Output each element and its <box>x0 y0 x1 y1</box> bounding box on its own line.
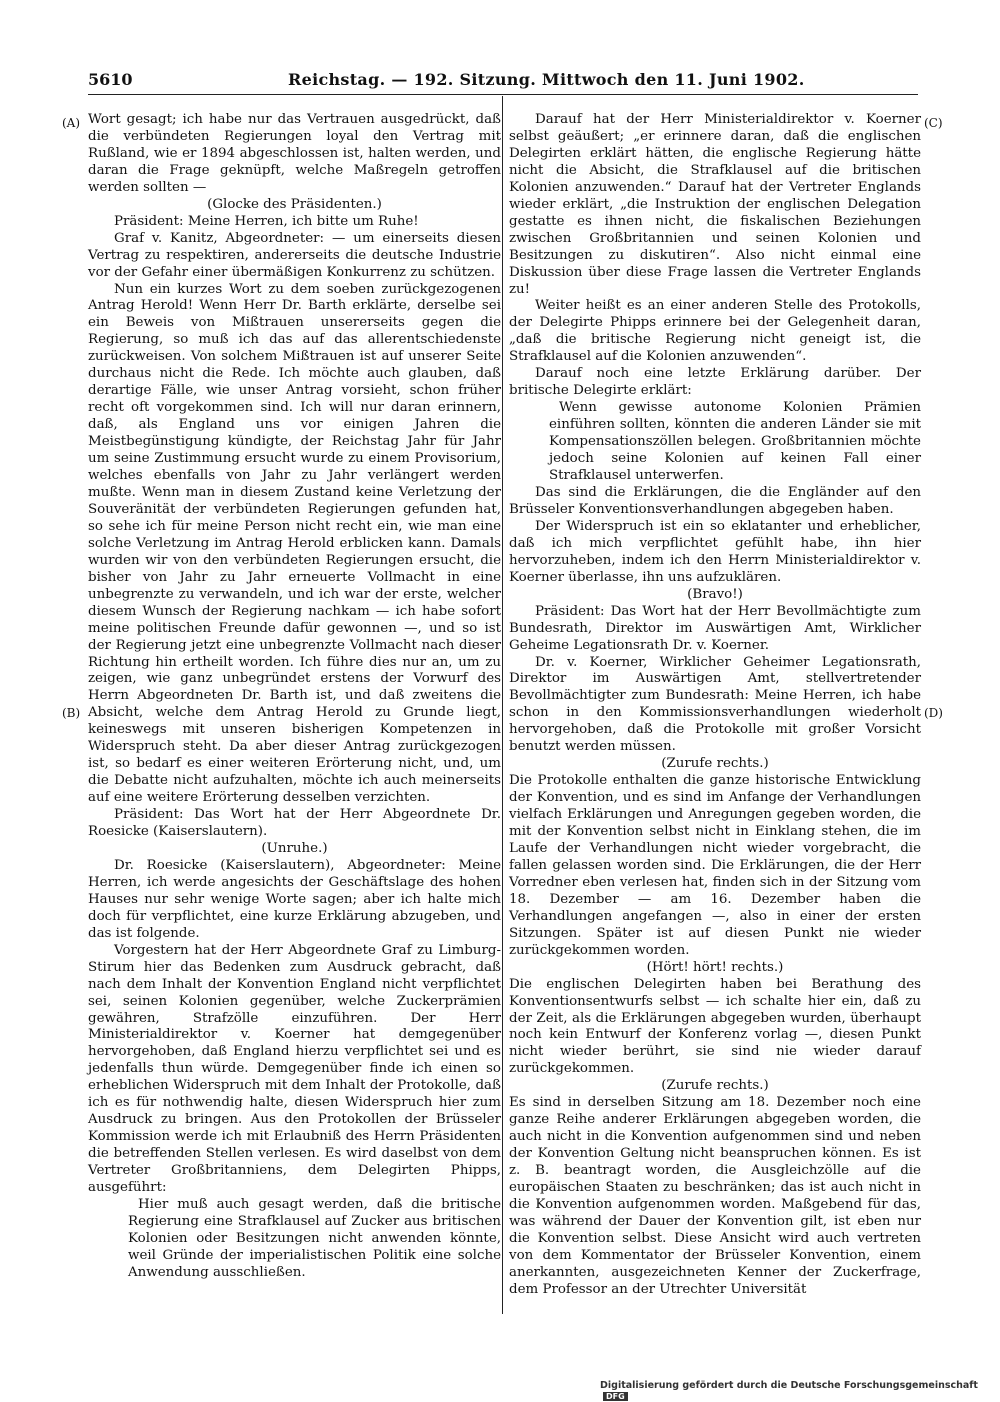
paragraph: Darauf hat der Herr Ministerialdirektor v. Koerner selbst geäußert; „er erinnere daran, daß die englischen Delegirten erklärt hätten, die englische Regierung hätte nicht die Absicht, die Strafklausel auf die britischen Kolonien anzuwenden.“ Darauf hat der Vertreter Englands wieder erklärt, „die Instruktion der englischen Delegation gestatte es ihnen nicht, die fiskalischen Beziehungen zwischen Großbritannien und seinen Kolonien und Besitzungen zu diskutiren“. Also nicht einmal eine Diskussion über diese Frage lassen die Vertreter Englands zu! <box>509 112 921 297</box>
dfg-logo: DFG <box>603 1392 628 1401</box>
paragraph: Dr. Roesicke (Kaiserslautern), Abgeordneter: Meine Herren, ich werde angesichts der Geschäftslage des hohen Hauses nur sehr wenige Worte sagen; aber ich halte mich doch für verpflichtet, eine kurze Erklärung abzugeben, und das ist folgende. <box>88 857 501 941</box>
paragraph: Der Widerspruch ist ein so eklatanter und erheblicher, daß ich mich verpflichtet gefühlt habe, ihn hier hervorzuheben, indem ich den Herrn Ministerialdirektor v. Koerner überlasse, ihn uns aufzuklären. <box>509 518 921 585</box>
margin-mark-d: (D) <box>924 706 943 720</box>
interjection: (Glocke des Präsidenten.) <box>207 196 382 212</box>
quotation: Wenn gewisse autonome Kolonien Prämien einführen sollten, könnten die anderen Länder sie mit Kompensationszöllen belegen. Großbritannien möchte jedoch seine Kolonien auf keinen Fall einer Strafklausel unterwerfen. <box>549 400 921 484</box>
margin-mark-b: (B) <box>62 706 81 720</box>
digitization-credit <box>600 1380 1000 1402</box>
paragraph: Dr. v. Koerner, Wirklicher Geheimer Legationsrath, Direktor im Auswärtigen Amt, stellvertretender Bevollmächtigter zum Bundesrath: Meine Herren, ich habe schon in den Kommissionsverhandlungen wiederholt hervorgehoben, daß die Protokolle mit großer Vorsicht benutzt werden müssen. <box>509 654 921 755</box>
header-rule <box>88 94 918 95</box>
page-number: 5610 <box>88 70 133 89</box>
quotation: Hier muß auch gesagt werden, daß die britische Regierung eine Strafklausel auf Zucker aus britischen Kolonien oder Besitzungen nicht anwenden könnte, weil Gründe der imperialistischen Politik eine solche Anwendung ausschließen. <box>128 1197 501 1280</box>
paragraph: Vorgestern hat der Herr Abgeordnete Graf zu Limburg-Stirum hier das Bedenken zum Ausdruck gebracht, daß nach dem Inhalt der Konvention England nicht verpflichtet sei, seinen Kolonien gegenüber, welche Zuckerprämien gewähren, Strafzölle einzuführen. Der Herr Ministerialdirektor v. Koerner hat demgegenüber hervorgehoben, daß England hierzu verpflichtet sei und es jedenfalls thun würde. Demgegenüber finde ich einen so erheblichen Widerspruch mit dem Inhalt der Protokolle, daß ich es für nothwendig halte, diesen Widerspruch hier zum Ausdruck zu bringen. Aus den Protokollen der Brüsseler Kommission werde ich mit Erlaubniß des Herrn Präsidenten die betreffenden Stellen verlesen. Es wird daselbst von dem Vertreter Großbritanniens, dem Delegirten Phipps, ausgeführt: <box>88 942 501 1196</box>
credit-text: Digitalisierung gefördert durch die Deutsche Forschungsgemeinschaft <box>600 1380 978 1391</box>
paragraph: Wort gesagt; ich habe nur das Vertrauen ausgedrückt, daß die verbündeten Regierungen loyal den Vertrag mit Rußland, wie er 1894 abgeschlossen ist, halten werden, und daran die Frage geknüpft, welche Maßregeln getroffen werden sollten — <box>88 112 501 195</box>
interjection: (Bravo!) <box>687 586 743 602</box>
paragraph: Präsident: Das Wort hat der Herr Bevollmächtigte zum Bundesrath, Direktor im Auswärtigen Amt, Wirklicher Geheime Legationsrath Dr. v. Koerner. <box>509 603 921 653</box>
margin-mark-a: (A) <box>62 116 81 130</box>
paragraph: Die englischen Delegirten haben bei Berathung des Konventionsentwurfs selbst — ich schalte hier ein, daß zu der Zeit, als die Erklärungen abgegeben wurden, überhaupt noch kein Entwurf der Konferenz vorlag —, diesen Punkt nicht wieder berührt, sie sind nie wieder darauf zurückgekommen. <box>509 976 921 1077</box>
paragraph: Die Protokolle enthalten die ganze historische Entwicklung der Konvention, und es sind im Anfange der Verhandlungen vielfach Erklärungen und Anregungen gegeben worden, die mit der Konvention selbst nicht in Einklang stehen, die im Laufe der Verhandlungen nicht wieder vorgebracht, die fallen gelassen worden sind. Die Erklärungen, die der Herr Vorredner eben verlesen hat, finden sich in der Sitzung vom 18. Dezember — am 16. Dezember haben die Verhandlungen angefangen —, also in einer der ersten Sitzungen. Später ist auf diesen Punkt nie wieder zurückgekommen worden. <box>509 773 921 958</box>
interjection: (Hört! hört! rechts.) <box>646 959 784 975</box>
paragraph: Nun ein kurzes Wort zu dem soeben zurückgezogenen Antrag Herold! Wenn Herr Dr. Barth erklärte, derselbe sei ein Beweis von Mißtrauen unsererseits gegen die Regierung, so muß ich das auf das allerentschiedenste zurückweisen. Von solchem Mißtrauen ist auf unserer Seite durchaus nicht die Rede. Ich möchte auch glauben, daß derartige Fälle, wie unser Antrag vorsieht, schon früher recht oft vorgekommen sind. Ich will nur daran erinnern, daß, als England uns vor einigen Jahren die Meistbegünstigung kündigte, der Reichstag Jahr für Jahr um seine Zustimmung ersucht wurde zu einem Provisorium, welches ebenfalls von Jahr zu Jahr verlängert werden mußte. Wenn man in diesem Zustand keine Verletzung der Souveränität der verbündeten Regierungen gefunden hat, so sehe ich für meine Person nicht recht ein, wie man eine solche Verletzung im Antrag Herold erblicken kann. Damals wurden wir von den verbündeten Regierungen ersucht, die bisher von Jahr zu Jahr erneuerte Vollmacht in eine unbegrenzte zu verwandeln, und ich war der erste, welcher diesem Wunsch der Regierung nachkam — ich habe sofort meine politischen Freunde dafür gewonnen —, und so ist der Regierung jetzt eine unbegrenzte Vollmacht nach dieser Richtung hin ertheilt worden. Ich führe dies nur an, um zu zeigen, wie ganz unbegründet erstens der Vorwurf des Herrn Abgeordneten Dr. Barth ist, und daß zweitens die Absicht, welche dem Antrag Herold zu Grunde liegt, keineswegs mit unseren bisherigen Kompetenzen in Widerspruch steht. Da aber dieser Antrag zurückgezogen ist, so bedarf es einer weiteren Erörterung nicht, und, um die Debatte nicht aufzuhalten, möchte ich auch meinerseits auf eine weitere Erörterung desselben verzichten. <box>88 281 501 806</box>
right-column <box>509 112 921 1299</box>
paragraph: Das sind die Erklärungen, die die Engländer auf den Brüsseler Konventionsverhandlungen abgegeben haben. <box>509 484 921 517</box>
margin-mark-c: (C) <box>924 116 943 130</box>
running-title: Reichstag. — 192. Sitzung. Mittwoch den 11. Juni 1902. <box>288 70 805 89</box>
paragraph: Präsident: Das Wort hat der Herr Abgeordnete Dr. Roesicke (Kaiserslautern). <box>88 807 501 840</box>
page-header <box>88 66 918 92</box>
interjection: (Zurufe rechts.) <box>661 1078 769 1094</box>
paragraph: Es sind in derselben Sitzung am 18. Dezember noch eine ganze Reihe anderer Erklärungen abgegeben worden, die auch nicht in die Konvention aufgenommen sind und neben der Konvention Geltung nicht beanspruchen können. Es ist z. B. beantragt worden, die Ausgleichzölle auf die europäischen Staaten zu beschränken; das ist auch nicht in die Konvention aufgenommen worden. Maßgebend für das, was während der Dauer der Konvention gilt, ist eben nur die Konvention selbst. Diese Ansicht wird auch vertreten von dem Kommentator der Brüsseler Konvention, einem anerkannten, ausgezeichneten Kenner der Zuckerfrage, dem Professor an der Utrechter Universität <box>509 1095 921 1297</box>
interjection: (Unruhe.) <box>261 840 328 856</box>
interjection: (Zurufe rechts.) <box>661 756 769 772</box>
left-column <box>88 112 501 1282</box>
paragraph: Darauf noch eine letzte Erklärung darüber. Der britische Delegirte erklärt: <box>509 366 921 399</box>
paragraph: Weiter heißt es an einer anderen Stelle des Protokolls, der Delegirte Phipps erinnere bei der Gelegenheit daran, „daß die britische Regierung nicht geneigt ist, die Strafklausel auf die Kolonien anzuwenden“. <box>509 298 921 365</box>
paragraph: Präsident: Meine Herren, ich bitte um Ruhe! <box>114 213 419 229</box>
paragraph: Graf v. Kanitz, Abgeordneter: — um einerseits diesen Vertrag zu respektiren, andererseits die deutsche Industrie vor der Gefahr einer übermäßigen Konkurrenz zu schützen. <box>88 230 501 280</box>
column-divider <box>502 96 503 1314</box>
